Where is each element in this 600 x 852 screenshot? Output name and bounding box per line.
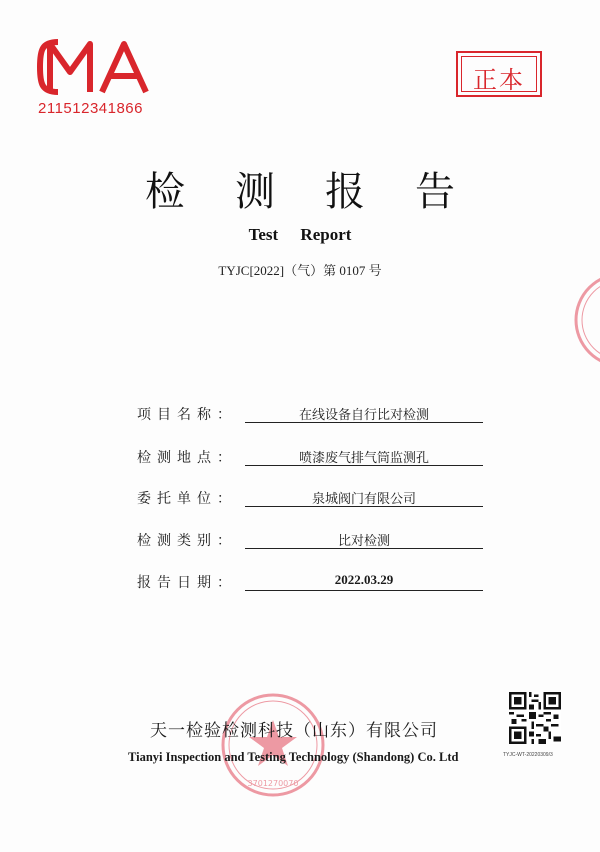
cma-logo-icon: [36, 38, 154, 96]
field-value: 2022.03.29: [245, 572, 483, 591]
field-value: 泉城阀门有限公司: [245, 488, 483, 507]
field-test-type: [137, 530, 487, 550]
field-project-name: [137, 404, 487, 424]
field-label: 报告日期：: [137, 575, 237, 591]
field-value: 在线设备自行比对检测: [245, 404, 483, 423]
field-test-location: [137, 447, 487, 467]
field-value: 比对检测: [245, 530, 483, 549]
original-copy-stamp: [456, 51, 542, 97]
company-name-en: Tianyi Inspection and Testing Technology (Shandong) Co. Ltd: [128, 750, 459, 764]
page-title-english: Test Report: [248, 225, 352, 244]
company-name-cn: 天一检验检测科技（山东）有限公司: [150, 721, 438, 741]
side-seal-icon: [572, 270, 600, 370]
field-label: 委托单位：: [137, 491, 237, 507]
qr-caption: TYJC-WT-20220309/3: [503, 752, 553, 758]
field-client: [137, 488, 487, 508]
original-copy-text: 正本: [473, 66, 525, 94]
cma-number: 211512341866: [38, 100, 143, 117]
field-label: 项目名称：: [137, 407, 237, 423]
field-value: 喷漆废气排气筒监测孔: [245, 447, 483, 466]
field-label: 检测类别：: [137, 533, 237, 549]
seal-code: 3701270070: [247, 779, 299, 788]
page-title: 检测报告: [145, 169, 505, 215]
company-seal-icon: [218, 690, 328, 800]
qr-code-icon: [509, 692, 561, 744]
report-number: TYJC[2022]（气）第 0107 号: [218, 263, 382, 278]
field-report-date: [137, 572, 487, 592]
field-label: 检测地点：: [137, 450, 237, 466]
